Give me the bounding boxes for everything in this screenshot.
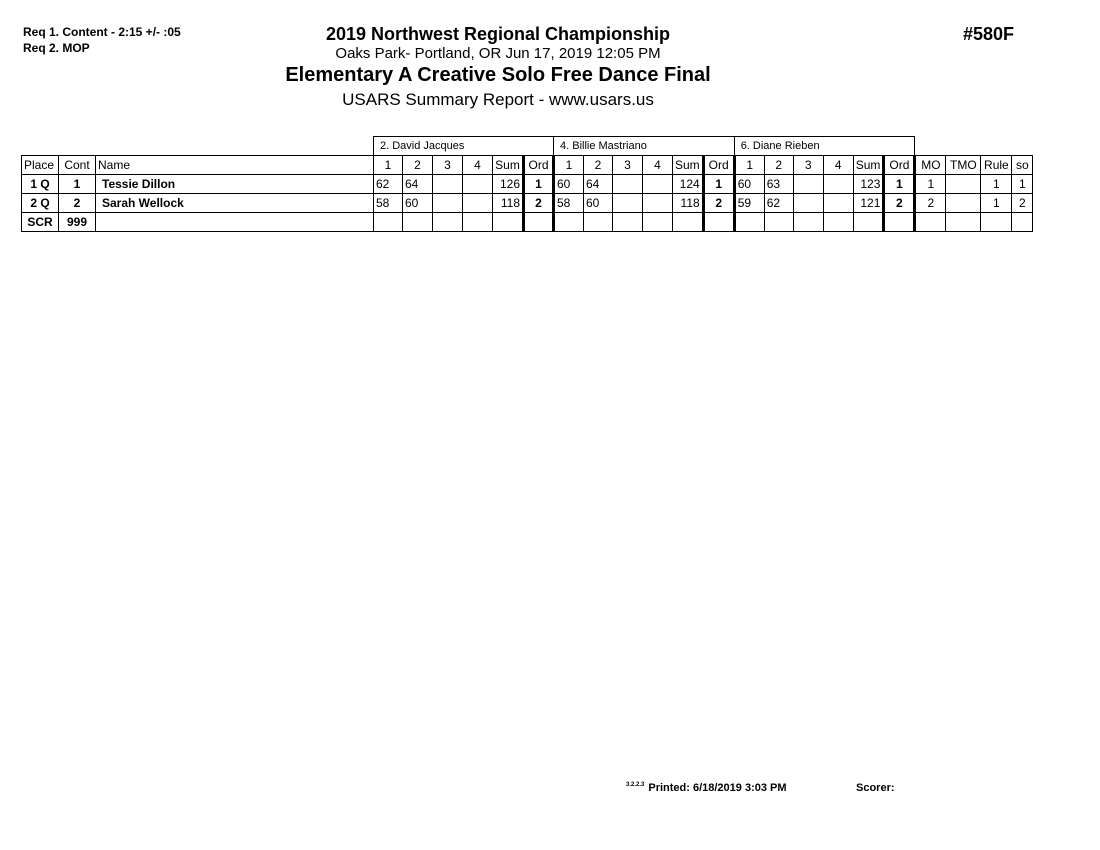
score-cell: 62 bbox=[374, 175, 403, 194]
score-cell bbox=[403, 213, 433, 232]
score-cell bbox=[793, 194, 823, 213]
score-cell bbox=[793, 175, 823, 194]
mo-cell: 2 bbox=[915, 194, 946, 213]
so-cell: 1 bbox=[1012, 175, 1033, 194]
ord-cell: 2 bbox=[524, 194, 554, 213]
score-cell bbox=[613, 213, 643, 232]
table-row bbox=[22, 175, 1033, 194]
score-cell bbox=[613, 175, 643, 194]
printed-timestamp: Printed: 6/18/2019 3:03 PM bbox=[648, 782, 787, 794]
col-j1-2: 2 bbox=[403, 156, 433, 175]
tmo-cell bbox=[946, 213, 981, 232]
col-j2-ord: Ord bbox=[703, 156, 734, 175]
score-cell: 62 bbox=[764, 194, 793, 213]
ord-cell bbox=[524, 213, 554, 232]
mo-cell bbox=[915, 213, 946, 232]
score-cell: 59 bbox=[734, 194, 764, 213]
score-cell bbox=[823, 194, 853, 213]
col-j3-ord: Ord bbox=[884, 156, 915, 175]
col-j3-4: 4 bbox=[823, 156, 853, 175]
so-cell bbox=[1012, 213, 1033, 232]
tmo-cell bbox=[946, 194, 981, 213]
score-cell: 60 bbox=[734, 175, 764, 194]
score-cell bbox=[613, 194, 643, 213]
col-tmo: TMO bbox=[946, 156, 981, 175]
judge-header-row bbox=[22, 137, 1033, 156]
ord-cell: 2 bbox=[703, 194, 734, 213]
col-rule: Rule bbox=[981, 156, 1012, 175]
table-row bbox=[22, 213, 1033, 232]
skater-name: Tessie Dillon bbox=[96, 175, 374, 194]
printed-footer bbox=[626, 782, 787, 794]
sum-cell bbox=[673, 213, 704, 232]
score-cell: 64 bbox=[403, 175, 433, 194]
score-cell bbox=[643, 213, 673, 232]
mo-cell: 1 bbox=[915, 175, 946, 194]
ord-cell: 1 bbox=[884, 175, 915, 194]
col-j2-sum: Sum bbox=[673, 156, 704, 175]
score-cell bbox=[374, 213, 403, 232]
score-cell bbox=[793, 213, 823, 232]
col-j1-ord: Ord bbox=[524, 156, 554, 175]
ord-cell: 2 bbox=[884, 194, 915, 213]
score-cell bbox=[823, 213, 853, 232]
ord-cell: 1 bbox=[703, 175, 734, 194]
score-cell bbox=[643, 175, 673, 194]
judge-2-name: 4. Billie Mastriano bbox=[554, 137, 735, 156]
place-cell: 2 Q bbox=[22, 194, 59, 213]
cont-cell: 999 bbox=[59, 213, 96, 232]
score-cell: 60 bbox=[584, 194, 613, 213]
score-cell bbox=[463, 175, 493, 194]
scorer-label: Scorer: bbox=[856, 782, 895, 794]
requirement-2: Req 2. MOP bbox=[23, 41, 90, 55]
software-version: 3.2.2.3 bbox=[626, 782, 645, 788]
score-cell: 64 bbox=[584, 175, 613, 194]
location-datetime: Oaks Park- Portland, OR Jun 17, 2019 12:05 PM bbox=[335, 45, 661, 62]
place-cell: SCR bbox=[22, 213, 59, 232]
column-header-row bbox=[22, 156, 1033, 175]
col-so: so bbox=[1012, 156, 1033, 175]
report-name: USARS Summary Report - www.usars.us bbox=[342, 90, 654, 109]
event-number: #580F bbox=[963, 24, 1015, 44]
score-cell: 58 bbox=[554, 194, 584, 213]
score-cell bbox=[584, 213, 613, 232]
ord-cell bbox=[884, 213, 915, 232]
col-j1-sum: Sum bbox=[493, 156, 524, 175]
col-j3-2: 2 bbox=[764, 156, 793, 175]
col-j2-1: 1 bbox=[554, 156, 584, 175]
event-name: Elementary A Creative Solo Free Dance Final bbox=[285, 64, 711, 86]
sum-cell bbox=[853, 213, 884, 232]
score-cell bbox=[554, 213, 584, 232]
sum-cell: 118 bbox=[493, 194, 524, 213]
score-cell: 63 bbox=[764, 175, 793, 194]
results-table bbox=[21, 136, 1033, 232]
score-cell bbox=[463, 194, 493, 213]
sum-cell: 123 bbox=[853, 175, 884, 194]
judge-3-name: 6. Diane Rieben bbox=[734, 137, 915, 156]
score-cell bbox=[643, 194, 673, 213]
score-cell bbox=[823, 175, 853, 194]
col-j2-3: 3 bbox=[613, 156, 643, 175]
sum-cell bbox=[493, 213, 524, 232]
so-cell: 2 bbox=[1012, 194, 1033, 213]
score-cell bbox=[463, 213, 493, 232]
col-j1-3: 3 bbox=[433, 156, 463, 175]
col-j3-3: 3 bbox=[793, 156, 823, 175]
col-cont: Cont bbox=[59, 156, 96, 175]
col-j1-4: 4 bbox=[463, 156, 493, 175]
score-cell bbox=[433, 194, 463, 213]
judge-1-name: 2. David Jacques bbox=[374, 137, 554, 156]
score-cell bbox=[734, 213, 764, 232]
col-name: Name bbox=[96, 156, 374, 175]
score-cell bbox=[433, 175, 463, 194]
col-j2-4: 4 bbox=[643, 156, 673, 175]
sum-cell: 121 bbox=[853, 194, 884, 213]
cont-cell: 1 bbox=[59, 175, 96, 194]
rule-cell: 1 bbox=[981, 194, 1012, 213]
ord-cell: 1 bbox=[524, 175, 554, 194]
requirement-1: Req 1. Content - 2:15 +/- :05 bbox=[23, 25, 181, 39]
score-cell bbox=[433, 213, 463, 232]
score-cell: 60 bbox=[554, 175, 584, 194]
sum-cell: 118 bbox=[673, 194, 704, 213]
rule-cell bbox=[981, 213, 1012, 232]
table-row bbox=[22, 194, 1033, 213]
cont-cell: 2 bbox=[59, 194, 96, 213]
col-j3-sum: Sum bbox=[853, 156, 884, 175]
place-cell: 1 Q bbox=[22, 175, 59, 194]
score-cell bbox=[764, 213, 793, 232]
col-mo: MO bbox=[915, 156, 946, 175]
score-cell: 58 bbox=[374, 194, 403, 213]
skater-name bbox=[96, 213, 374, 232]
tmo-cell bbox=[946, 175, 981, 194]
rule-cell: 1 bbox=[981, 175, 1012, 194]
col-j3-1: 1 bbox=[734, 156, 764, 175]
col-j2-2: 2 bbox=[584, 156, 613, 175]
sum-cell: 126 bbox=[493, 175, 524, 194]
score-cell: 60 bbox=[403, 194, 433, 213]
sum-cell: 124 bbox=[673, 175, 704, 194]
col-j1-1: 1 bbox=[374, 156, 403, 175]
competition-title: 2019 Northwest Regional Championship bbox=[325, 24, 671, 44]
ord-cell bbox=[703, 213, 734, 232]
col-place: Place bbox=[22, 156, 59, 175]
skater-name: Sarah Wellock bbox=[96, 194, 374, 213]
